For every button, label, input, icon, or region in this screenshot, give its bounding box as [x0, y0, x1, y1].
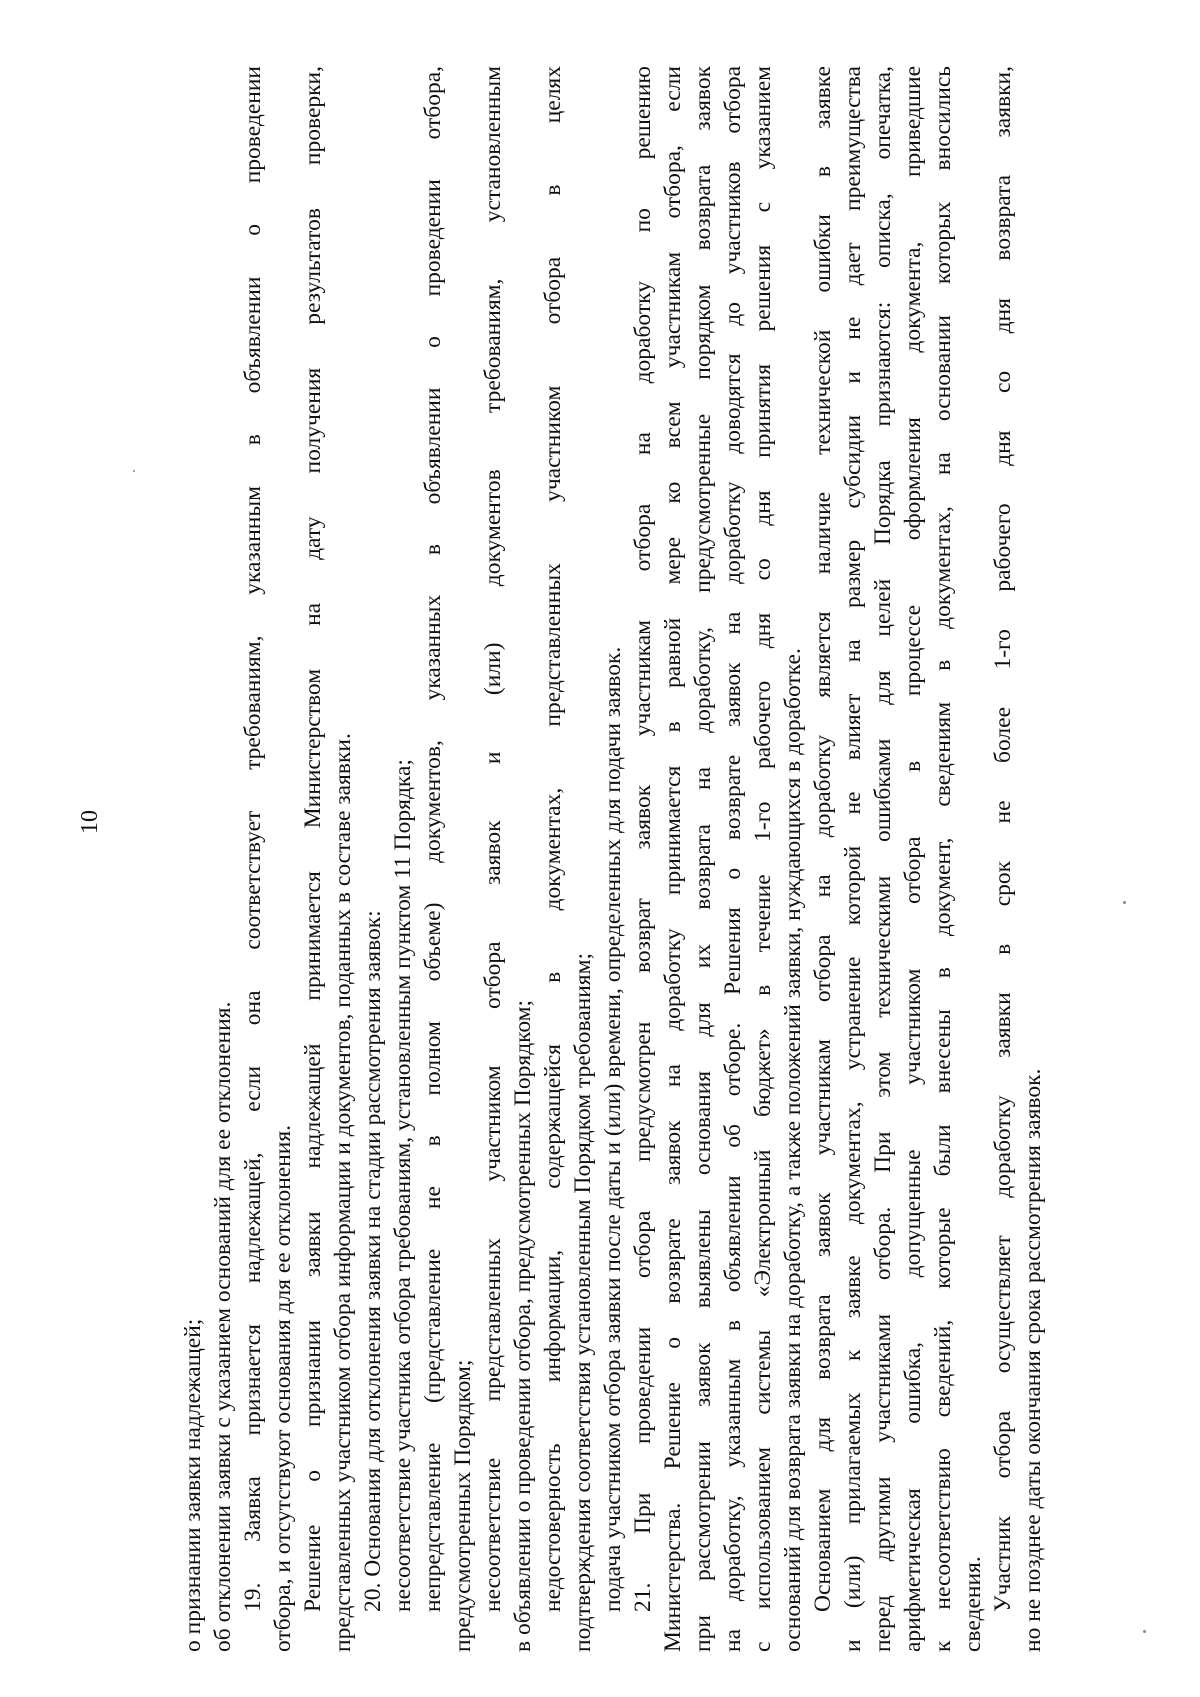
- text-line: предусмотренных Порядком;: [450, 1359, 476, 1652]
- text-line: перед другими участниками отбора. При этом техническими ошибками для целей Порядка признаются: описка, опечатка,: [870, 66, 896, 1652]
- text-line: Участник отбора осуществляет доработку заявки в срок не более 1-го рабочего дня со дня возврата заявки,: [990, 66, 1016, 1612]
- text-line: Министерства. Решение о возврате заявок на доработку принимается в равной мере ко всем участникам отбора, если: [660, 66, 686, 1652]
- scan-speck: [1123, 901, 1126, 904]
- text-line: об отклонении заявки с указанием оснований для ее отклонения.: [210, 1001, 236, 1652]
- scan-speck: [133, 470, 135, 472]
- text-line: Решение о признании заявки надлежащей принимается Министерством на дату получения результатов проверки,: [300, 66, 326, 1612]
- text-line: Основанием для возврата заявок участникам отбора на доработку является наличие технической ошибки в заявке: [810, 66, 836, 1612]
- text-line: несоответствие участника отбора требованиям, установленным пунктом 11 Порядка;: [390, 759, 416, 1612]
- text-line: 21. При проведении отбора предусмотрен возврат заявок участникам отбора на доработку по решению: [630, 66, 656, 1612]
- text-line: несоответствие представленных участником отбора заявок и (или) документов требованиям, установленным: [480, 66, 506, 1612]
- scan-speck: [1143, 1630, 1146, 1633]
- text-line: недостоверность информации, содержащейся в документах, представленных участником отбора в целях: [540, 66, 566, 1612]
- text-line: с использованием системы «Электронный бюджет» в течение 1-го рабочего дня со дня принятия решения с указанием: [750, 66, 776, 1652]
- text-line: в объявлении о проведении отбора, предусмотренных Порядком;: [510, 999, 536, 1652]
- text-line: о признании заявки надлежащей;: [180, 1318, 206, 1652]
- text-line: подача участником отбора заявки после даты и (или) времени, определенных для подачи заявок.: [600, 646, 626, 1612]
- text-line: оснований для возврата заявки на доработку, а также положений заявки, нуждающихся в доработке.: [780, 648, 806, 1652]
- text-line: сведения.: [960, 1556, 986, 1652]
- text-line: 19. Заявка признается надлежащей, если она соответствует требованиям, указанным в объявлении о проведении: [240, 66, 266, 1612]
- text-line: и (или) прилагаемых к заявке документах, устранение которой не влияет на размер субсидии и не дает преимущества: [840, 66, 866, 1652]
- text-line: арифметическая ошибка, допущенные участником отбора в процессе оформления документа, приведшие: [900, 66, 926, 1652]
- text-line: отбора, и отсутствуют основания для ее отклонения.: [270, 1124, 296, 1652]
- text-line: 20. Основания для отклонения заявки на стадии рассмотрения заявок:: [360, 910, 386, 1612]
- text-line: подтверждения соответствия установленным Порядком требованиям;: [570, 952, 596, 1652]
- text-line: на доработку, указанным в объявлении об отборе. Решения о возврате заявок на доработку доводятся до участников отбора: [720, 66, 746, 1652]
- text-line: к несоответствию сведений, которые были внесены в документ, сведениям в документах, на основании которых вносились: [930, 66, 956, 1652]
- document-body: [178, 66, 1078, 1652]
- text-line: представленных участником отбора информации и документов, поданных в составе заявки.: [330, 733, 356, 1652]
- text-line: непредставление (представление не в полном объеме) документов, указанных в объявлении о проведении отбора,: [420, 66, 446, 1612]
- page-number: 10: [77, 810, 103, 834]
- text-line: при рассмотрении заявок выявлены основания для их возврата на доработку, предусмотренные порядком возврата заявок: [690, 66, 716, 1652]
- text-line: но не позднее даты окончания срока рассмотрения заявок.: [1020, 1068, 1046, 1652]
